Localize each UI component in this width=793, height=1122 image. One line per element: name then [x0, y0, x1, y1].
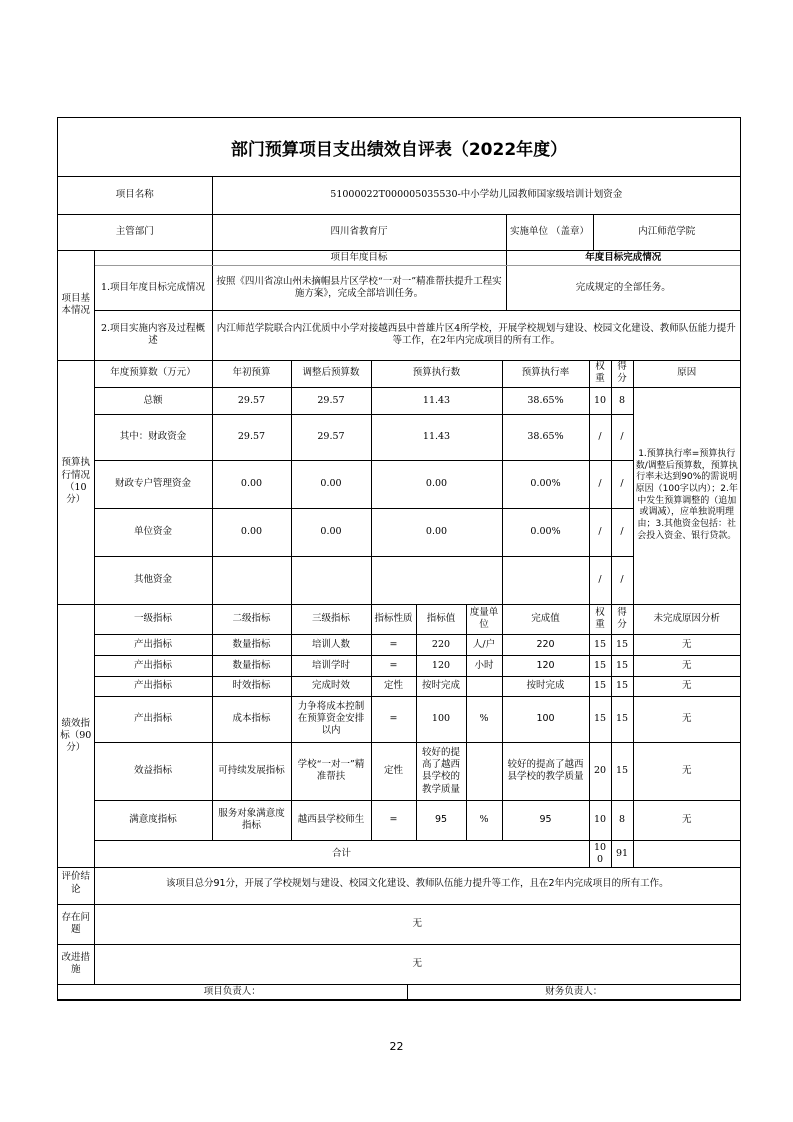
perf-value: 220 [416, 634, 466, 655]
perf-l2: 服务对象满意度指标 [212, 800, 291, 840]
budget-row-weight: / [589, 556, 611, 604]
perf-header-l3: 三级指标 [291, 604, 371, 634]
perf-reason: 无 [633, 676, 740, 696]
issues-text: 无 [94, 904, 740, 944]
perf-l1: 效益指标 [94, 742, 212, 800]
perf-score: 15 [611, 655, 633, 676]
perf-weight: 15 [589, 696, 611, 742]
perf-row [58, 742, 740, 800]
perf-l2: 数量指标 [212, 634, 291, 655]
perf-done: 120 [502, 655, 589, 676]
budget-row-executed [371, 556, 502, 604]
perf-row [58, 676, 740, 696]
budget-header-amount: 年度预算数（万元） [94, 360, 212, 387]
perf-nature: 定性 [371, 676, 416, 696]
evaluation-form [57, 117, 741, 1001]
budget-row-adjusted: 0.00 [291, 508, 371, 556]
basic-info-table [58, 176, 740, 361]
perf-unit [466, 676, 502, 696]
budget-row-adjusted: 29.57 [291, 414, 371, 460]
perf-reason: 无 [633, 655, 740, 676]
budget-header-adjusted: 调整后预算数 [291, 360, 371, 387]
budget-row-initial: 0.00 [212, 508, 291, 556]
perf-row [58, 634, 740, 655]
perf-l1: 产出指标 [94, 634, 212, 655]
budget-row-weight: / [589, 414, 611, 460]
perf-l1: 满意度指标 [94, 800, 212, 840]
finance-lead-signature: 财务负责人： [407, 984, 740, 999]
project-name-label: 项目名称 [58, 176, 212, 214]
project-lead-signature: 项目负责人： [58, 984, 407, 999]
budget-row-weight: / [589, 460, 611, 508]
perf-weight: 15 [589, 676, 611, 696]
basic-section-label: 项目基本情况 [58, 250, 94, 360]
perf-done: 100 [502, 696, 589, 742]
perf-reason: 无 [633, 634, 740, 655]
perf-reason: 无 [633, 696, 740, 742]
budget-row-name: 其他资金 [94, 556, 212, 604]
budget-row-score: 8 [611, 387, 633, 414]
impl-unit-label: 实施单位 （盖章） [506, 214, 593, 250]
perf-nature: 定性 [371, 742, 416, 800]
perf-header-l2: 二级指标 [212, 604, 291, 634]
basic-empty-header-cell [94, 250, 212, 265]
perf-unit: % [466, 800, 502, 840]
measures-label: 改进措施 [58, 944, 94, 984]
budget-row-adjusted: 0.00 [291, 460, 371, 508]
budget-reason-note: 1.预算执行率=预算执行数/调整后预算数，预算执行率未达到90%的需说明原因（100字以内）；2.年中发生预算调整的（追加或调减），应单独说明理由；3.其他资金包括：社会投入资金、银行贷款。 [633, 387, 740, 604]
perf-header-done: 完成值 [502, 604, 589, 634]
perf-row [58, 696, 740, 742]
perf-reason: 无 [633, 742, 740, 800]
budget-row-rate: 0.00% [502, 460, 589, 508]
budget-row-score: / [611, 414, 633, 460]
perf-weight: 10 [589, 800, 611, 840]
budget-row-initial [212, 556, 291, 604]
item1-completion: 完成规定的全部任务。 [506, 265, 740, 310]
perf-score: 15 [611, 676, 633, 696]
perf-l3: 培训人数 [291, 634, 371, 655]
perf-l1: 产出指标 [94, 696, 212, 742]
conclusion-table [58, 864, 740, 1000]
item1-label: 1.项目年度目标完成情况 [94, 265, 212, 310]
budget-header-rate: 预算执行率 [502, 360, 589, 387]
perf-header-score: 得分 [611, 604, 633, 634]
evaluation-text: 该项目总分91分，开展了学校规划与建设、校园文化建设、教师队伍能力提升等工作，且在2年内完成项目的所有工作。 [94, 864, 740, 904]
page-number: 22 [389, 1040, 404, 1053]
budget-row-name: 单位资金 [94, 508, 212, 556]
budget-row-rate: 0.00% [502, 508, 589, 556]
budget-row-score: / [611, 556, 633, 604]
perf-l3: 力争将成本控制在预算资金安排以内 [291, 696, 371, 742]
total-score: 91 [611, 840, 633, 868]
budget-header-score: 得分 [611, 360, 633, 387]
perf-value: 按时完成 [416, 676, 466, 696]
perf-weight: 15 [589, 655, 611, 676]
perf-nature: = [371, 800, 416, 840]
perf-l3: 学校“一对一”精准帮扶 [291, 742, 371, 800]
perf-header-weight: 权重 [589, 604, 611, 634]
perf-unit [466, 742, 502, 800]
budget-header-reason: 原因 [633, 360, 740, 387]
budget-row-adjusted [291, 556, 371, 604]
budget-row-executed: 11.43 [371, 414, 502, 460]
impl-unit-value: 内江师范学院 [593, 214, 740, 250]
budget-row-initial: 29.57 [212, 414, 291, 460]
issues-label: 存在问题 [58, 904, 94, 944]
perf-header-unit: 度量单位 [466, 604, 502, 634]
perf-l2: 数量指标 [212, 655, 291, 676]
budget-row-weight: / [589, 508, 611, 556]
budget-row-weight: 10 [589, 387, 611, 414]
budget-header-initial: 年初预算 [212, 360, 291, 387]
budget-row-name: 其中：财政资金 [94, 414, 212, 460]
goal-header: 项目年度目标 [212, 250, 506, 265]
perf-header-l1: 一级指标 [94, 604, 212, 634]
perf-header-nature: 指标性质 [371, 604, 416, 634]
perf-row [58, 655, 740, 676]
perf-l1: 产出指标 [94, 676, 212, 696]
budget-header-executed: 预算执行数 [371, 360, 502, 387]
budget-performance-table [58, 360, 740, 868]
perf-l1: 产出指标 [94, 655, 212, 676]
perf-score: 15 [611, 634, 633, 655]
dept-label: 主管部门 [58, 214, 212, 250]
perf-section-label: 绩效指标（90分） [58, 604, 94, 868]
perf-value: 95 [416, 800, 466, 840]
perf-value: 100 [416, 696, 466, 742]
perf-done: 220 [502, 634, 589, 655]
perf-row [58, 800, 740, 840]
perf-nature: = [371, 696, 416, 742]
item2-text: 内江师范学院联合内江优质中小学对接越西县中普雄片区4所学校，开展学校规划与建设、校园文化建设、教师队伍能力提升等工作，在2年内完成项目的所有工作。 [212, 310, 740, 360]
perf-weight: 15 [589, 634, 611, 655]
budget-row-rate: 38.65% [502, 414, 589, 460]
perf-l2: 可持续发展指标 [212, 742, 291, 800]
budget-row-name: 财政专户管理资金 [94, 460, 212, 508]
evaluation-label: 评价结论 [58, 864, 94, 904]
perf-header-reason: 未完成原因分析 [633, 604, 740, 634]
perf-score: 15 [611, 742, 633, 800]
total-label: 合计 [94, 840, 589, 868]
budget-row-executed: 11.43 [371, 387, 502, 414]
budget-row-initial: 29.57 [212, 387, 291, 414]
perf-score: 8 [611, 800, 633, 840]
completion-header: 年度目标完成情况 [506, 250, 740, 265]
budget-row-executed: 0.00 [371, 508, 502, 556]
perf-l2: 成本指标 [212, 696, 291, 742]
perf-l3: 越西县学校师生 [291, 800, 371, 840]
budget-row [58, 387, 740, 414]
perf-unit: % [466, 696, 502, 742]
dept-value: 四川省教育厅 [212, 214, 506, 250]
measures-text: 无 [94, 944, 740, 984]
perf-l2: 时效指标 [212, 676, 291, 696]
perf-value: 较好的提高了越西县学校的教学质量 [416, 742, 466, 800]
budget-row-name: 总额 [94, 387, 212, 414]
perf-unit: 人/户 [466, 634, 502, 655]
budget-row-executed: 0.00 [371, 460, 502, 508]
budget-row-adjusted: 29.57 [291, 387, 371, 414]
item1-goal: 按照《四川省凉山州未摘帽县片区学校“一对一”精准帮扶提升工程实施方案》，完成全部培训任务。 [212, 265, 506, 310]
perf-nature: = [371, 655, 416, 676]
perf-weight: 20 [589, 742, 611, 800]
perf-unit: 小时 [466, 655, 502, 676]
perf-reason: 无 [633, 800, 740, 840]
budget-row-score: / [611, 460, 633, 508]
budget-row-initial: 0.00 [212, 460, 291, 508]
item2-label: 2.项目实施内容及过程概述 [94, 310, 212, 360]
project-name-value: 51000022T000005035530-中小学幼儿园教师国家级培训计划资金 [212, 176, 740, 214]
perf-nature: = [371, 634, 416, 655]
budget-header-weight: 权重 [589, 360, 611, 387]
total-weight: 100 [589, 840, 611, 868]
budget-row-rate: 38.65% [502, 387, 589, 414]
perf-header-value: 指标值 [416, 604, 466, 634]
perf-done: 按时完成 [502, 676, 589, 696]
perf-l3: 培训学时 [291, 655, 371, 676]
budget-row-score: / [611, 508, 633, 556]
perf-done: 95 [502, 800, 589, 840]
perf-done: 较好的提高了越西县学校的教学质量 [502, 742, 589, 800]
form-title: 部门预算项目支出绩效自评表（2022年度） [58, 118, 740, 177]
budget-section-label: 预算执行情况（10分） [58, 360, 94, 604]
perf-l3: 完成时效 [291, 676, 371, 696]
perf-value: 120 [416, 655, 466, 676]
budget-row-rate [502, 556, 589, 604]
perf-score: 15 [611, 696, 633, 742]
